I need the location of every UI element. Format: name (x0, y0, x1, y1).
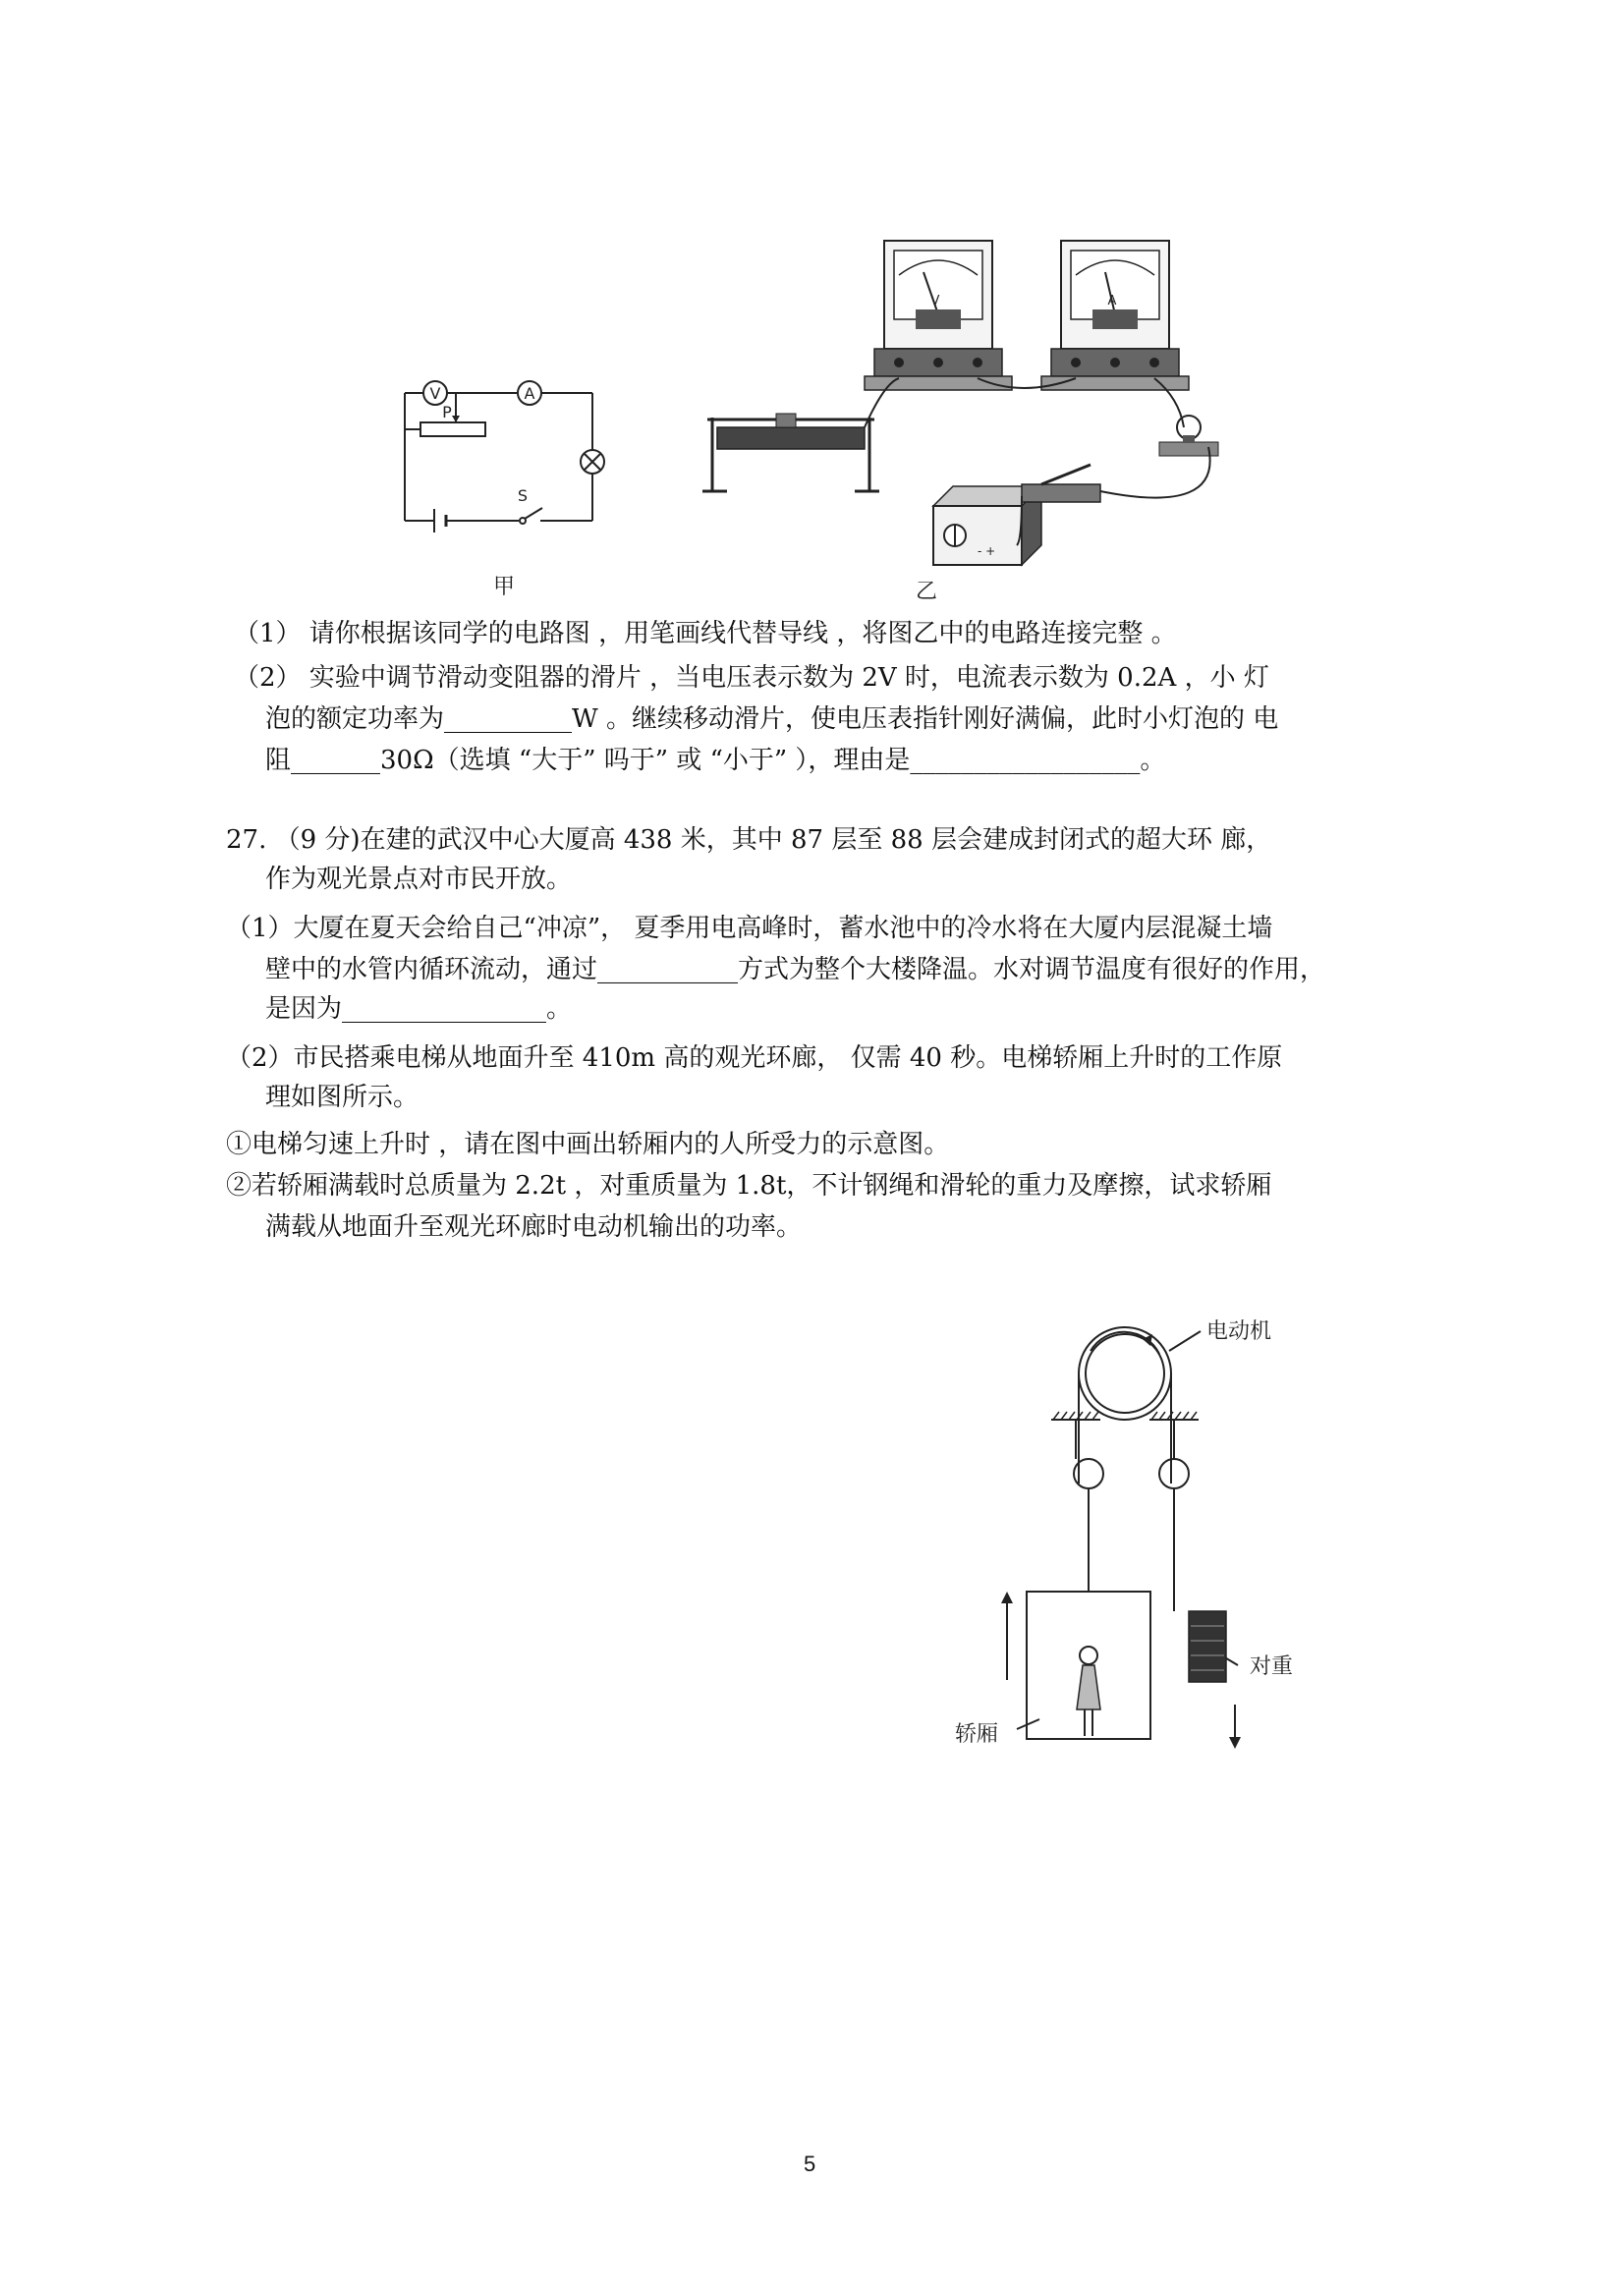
question-27 (226, 823, 1434, 1256)
svg-text:A: A (1107, 294, 1117, 308)
q27-stem-line1: 27. （9 分)在建的武汉中心大厦高 438 米，其中 87 层至 88 层会建成封闭式的超大环 廊， (226, 825, 1272, 855)
switch-label: S (517, 486, 529, 505)
slider-label: P (442, 403, 452, 421)
switch-device (1022, 465, 1100, 502)
ammeter-device (1041, 241, 1189, 390)
car-label: 轿厢 (955, 1722, 999, 1747)
elevator-figure (943, 1297, 1356, 1759)
q26-part2-line3: 阻_______30Ω（选填 “大于” 吗于” 或 “小于” ），理由是__________________。 (265, 746, 1166, 775)
page-number: 5 (804, 2152, 816, 2176)
q27-part1-line3: 是因为________________。 (265, 994, 573, 1024)
voltmeter-label: V (429, 384, 441, 403)
rheostat-device (702, 414, 879, 491)
motor-label: 电动机 (1206, 1319, 1272, 1344)
q26-part1: （1） 请你根据该同学的电路图 ，用笔画线代替导线 ，将图乙中的电路连接完整 。 (234, 619, 1177, 648)
apparatus-figure (688, 231, 1238, 580)
voltmeter-device (865, 241, 1012, 390)
svg-text:- +: - + (978, 544, 996, 558)
q27-part1-line1: （1）大厦在夏天会给自己“冲凉”， 夏季用电高峰时，蓄水池中的冷水将在大厦内层混凝土墙 (226, 914, 1273, 943)
q26-part2-line2: 泡的额定功率为__________W 。继续移动滑片，使电压表指针刚好满偏，此时小灯泡的 电 (265, 704, 1279, 734)
q27-sub2-line2: 满载从地面升至观光环廊时电动机输出的功率。 (265, 1212, 803, 1242)
q27-sub1: ①电梯匀速上升时 ，请在图中画出轿厢内的人所受力的示意图。 (226, 1130, 950, 1159)
q27-sub2-line1: ②若轿厢满载时总质量为 2.2t ，对重质量为 1.8t，不计钢绳和滑轮的重力及摩擦，试求轿厢 (226, 1171, 1272, 1201)
q27-stem-line2: 作为观光景点对市民开放。 (265, 865, 573, 894)
counterweight-label: 对重 (1250, 1654, 1294, 1679)
figure-caption-yi: 乙 (916, 580, 938, 604)
question-26 (234, 617, 1413, 774)
figure-caption-jia: 甲 (493, 575, 516, 599)
q27-part1-line2: 壁中的水管内循环流动，通过___________方式为整个大楼降温。水对调节温度有很好的作用， (265, 955, 1326, 984)
q26-part2-line1: （2） 实验中调节滑动变阻器的滑片 ，当电压表示数为 2V 时，电流表示数为 0.2A ，小 灯 (234, 663, 1269, 693)
ammeter-label: A (524, 384, 535, 403)
circuit-diagram (393, 368, 609, 535)
svg-text:V: V (930, 294, 940, 308)
q27-part2-line2: 理如图所示。 (265, 1083, 420, 1112)
q27-part2-line1: （2）市民搭乘电梯从地面升至 410m 高的观光环廊， 仅需 40 秒。电梯轿厢上升时的工作原 (226, 1043, 1283, 1073)
